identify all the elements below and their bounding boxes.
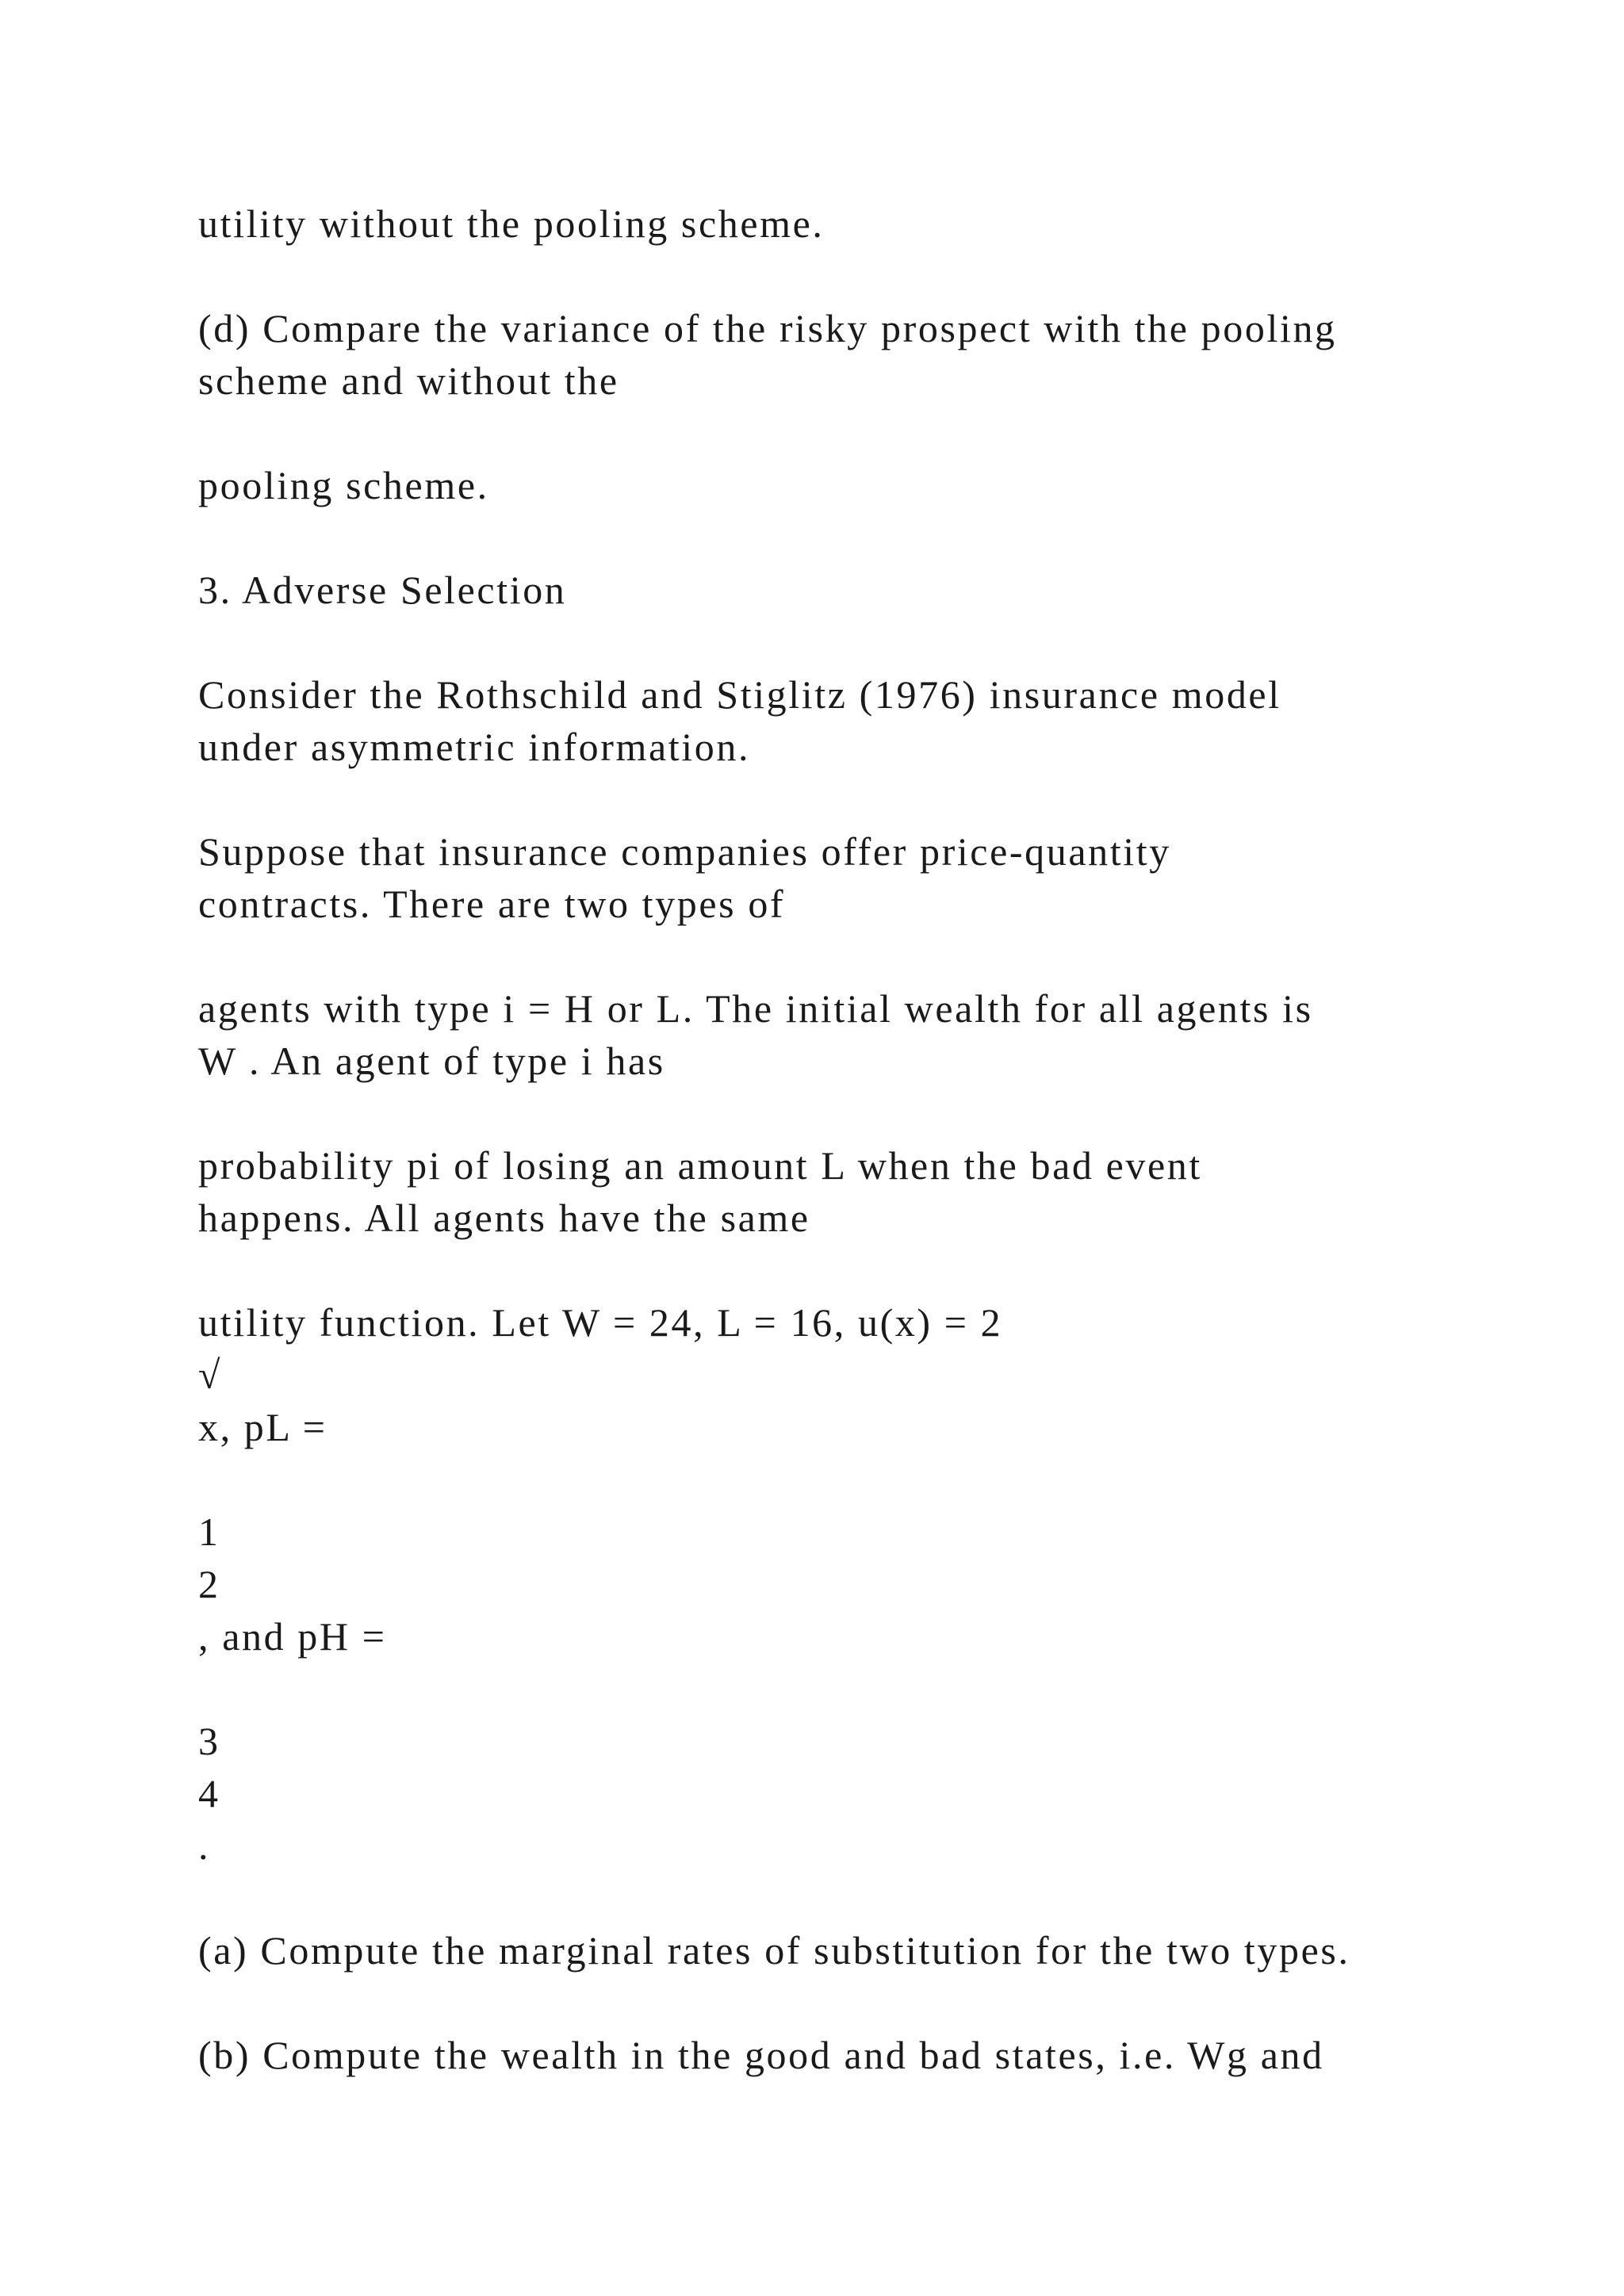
text-line-4: pooling scheme. <box>198 463 489 507</box>
text-line-10: agents with type i = H or L. The initial wealth for all agents is <box>198 986 1313 1031</box>
text-line-16: x, pL = <box>198 1405 327 1449</box>
text-line-2: (d) Compare the variance of the risky prospect with the pooling <box>198 306 1337 350</box>
text-line-11: W . An agent of type i has <box>198 1039 665 1083</box>
sqrt-symbol: √ <box>198 1353 223 1397</box>
fraction-numerator-ph: 3 <box>198 1719 220 1763</box>
text-line-8: Suppose that insurance companies offer price-quantity <box>198 829 1171 874</box>
question-a: (a) Compute the marginal rates of substitution for the two types. <box>198 1928 1350 1973</box>
text-line-7: under asymmetric information. <box>198 725 751 769</box>
fraction-denominator-ph: 4 <box>198 1771 220 1816</box>
text-line-9: contracts. There are two types of <box>198 882 786 926</box>
text-line-12: probability pi of losing an amount L when the bad event <box>198 1143 1202 1188</box>
section-heading: 3. Adverse Selection <box>198 568 567 612</box>
fraction-denominator-pl: 2 <box>198 1562 220 1606</box>
period: . <box>198 1823 211 1868</box>
text-line-3: scheme and without the <box>198 358 619 403</box>
text-line-14: utility function. Let W = 24, L = 16, u(x) = 2 <box>198 1300 1003 1345</box>
text-line-13: happens. All agents have the same <box>198 1196 810 1240</box>
question-b: (b) Compute the wealth in the good and bad states, i.e. Wg and <box>198 2033 1324 2077</box>
text-line-1: utility without the pooling scheme. <box>198 201 825 246</box>
text-line-19: , and pH = <box>198 1614 387 1659</box>
text-line-6: Consider the Rothschild and Stiglitz (1976) insurance model <box>198 672 1281 717</box>
fraction-numerator-pl: 1 <box>198 1510 220 1554</box>
